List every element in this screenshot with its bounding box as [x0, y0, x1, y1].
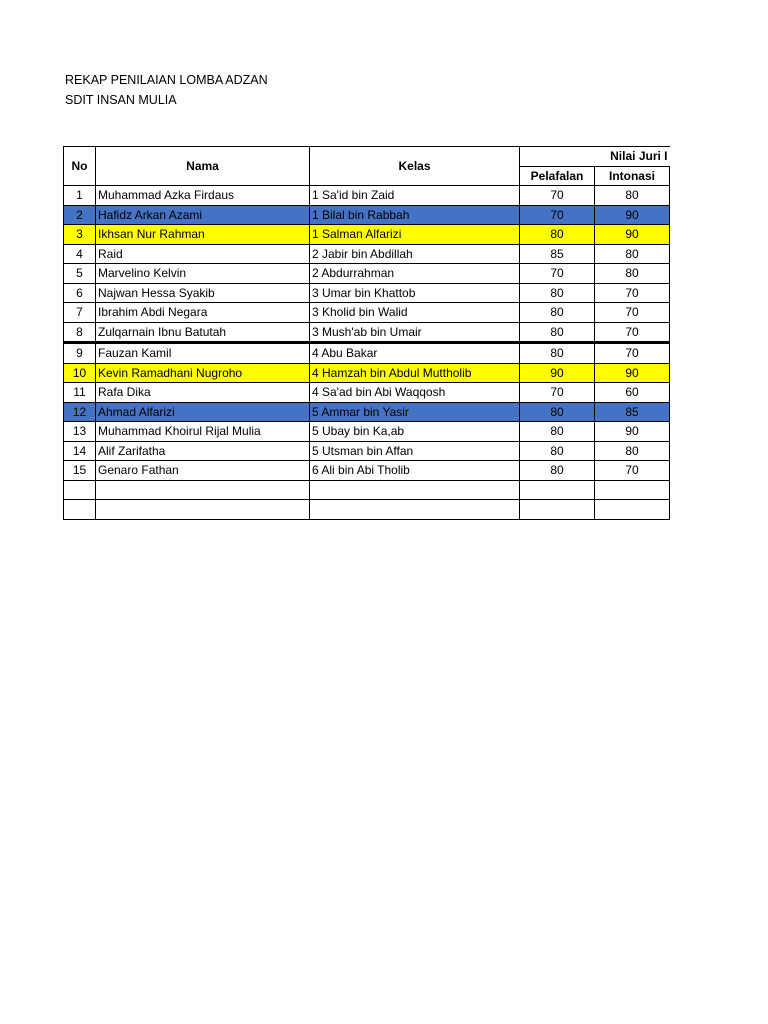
cell-intonasi: 70: [595, 343, 670, 364]
cell-kelas: 5 Ammar bin Yasir: [310, 402, 520, 422]
cell-no: 13: [64, 422, 96, 442]
cell-pelafalan: 90: [520, 363, 595, 383]
empty-row: [64, 500, 670, 520]
cell-no: 7: [64, 303, 96, 323]
cell-nama: Marvelino Kelvin: [96, 264, 310, 284]
table-row: [64, 283, 670, 303]
cell-kelas: 1 Salman Alfarizi: [310, 225, 520, 245]
header-intonasi: Intonasi: [595, 166, 670, 186]
cell-kelas: 2 Jabir bin Abdillah: [310, 244, 520, 264]
cell-no: 10: [64, 363, 96, 383]
table-body: [64, 186, 670, 520]
cell-intonasi: 70: [595, 303, 670, 323]
cell-nama: Ibrahim Abdi Negara: [96, 303, 310, 323]
cell-nama: Fauzan Kamil: [96, 343, 310, 364]
cell-kelas: 5 Ubay bin Ka,ab: [310, 422, 520, 442]
cell-intonasi: 80: [595, 264, 670, 284]
empty-cell: [310, 500, 520, 520]
cell-intonasi: 90: [595, 363, 670, 383]
cell-no: 4: [64, 244, 96, 264]
empty-cell: [64, 500, 96, 520]
cell-intonasi: 80: [595, 244, 670, 264]
table-row: [64, 322, 670, 343]
cell-nama: Hafidz Arkan Azami: [96, 205, 310, 225]
table-row: [64, 343, 670, 364]
table-row: [64, 303, 670, 323]
cell-pelafalan: 80: [520, 343, 595, 364]
cell-kelas: 3 Kholid bin Walid: [310, 303, 520, 323]
cell-kelas: 4 Abu Bakar: [310, 343, 520, 364]
header-kelas: Kelas: [310, 147, 520, 186]
cell-intonasi: 90: [595, 225, 670, 245]
cell-pelafalan: 80: [520, 422, 595, 442]
empty-cell: [96, 480, 310, 500]
cell-nama: Alif Zarifatha: [96, 441, 310, 461]
cell-nama: Kevin Ramadhani Nugroho: [96, 363, 310, 383]
cell-kelas: 1 Bilal bin Rabbah: [310, 205, 520, 225]
cell-no: 1: [64, 186, 96, 206]
cell-intonasi: 70: [595, 283, 670, 303]
cell-intonasi: 90: [595, 422, 670, 442]
cell-no: 14: [64, 441, 96, 461]
cell-kelas: 1 Sa'id bin Zaid: [310, 186, 520, 206]
cell-pelafalan: 80: [520, 225, 595, 245]
cell-intonasi: 80: [595, 441, 670, 461]
cell-no: 15: [64, 461, 96, 481]
cell-pelafalan: 70: [520, 383, 595, 403]
cell-nama: Najwan Hessa Syakib: [96, 283, 310, 303]
table-row: [64, 244, 670, 264]
cell-kelas: 2 Abdurrahman: [310, 264, 520, 284]
cell-nama: Ahmad Alfarizi: [96, 402, 310, 422]
cell-no: 5: [64, 264, 96, 284]
cell-kelas: 5 Utsman bin Affan: [310, 441, 520, 461]
table-row: [64, 461, 670, 481]
cell-pelafalan: 80: [520, 402, 595, 422]
cell-nama: Genaro Fathan: [96, 461, 310, 481]
table-row: [64, 422, 670, 442]
cell-intonasi: 85: [595, 402, 670, 422]
cell-intonasi: 60: [595, 383, 670, 403]
cell-no: 11: [64, 383, 96, 403]
empty-cell: [520, 480, 595, 500]
cell-nama: Zulqarnain Ibnu Batutah: [96, 322, 310, 343]
empty-cell: [64, 480, 96, 500]
header-nama: Nama: [96, 147, 310, 186]
table-row: [64, 402, 670, 422]
empty-cell: [595, 500, 670, 520]
cell-kelas: 4 Sa'ad bin Abi Waqqosh: [310, 383, 520, 403]
header-no: No: [64, 147, 96, 186]
score-table: [63, 146, 670, 520]
table-row: [64, 225, 670, 245]
cell-pelafalan: 70: [520, 186, 595, 206]
cell-no: 2: [64, 205, 96, 225]
cell-no: 8: [64, 322, 96, 343]
cell-intonasi: 80: [595, 186, 670, 206]
table-row: [64, 186, 670, 206]
cell-nama: Ikhsan Nur Rahman: [96, 225, 310, 245]
cell-no: 9: [64, 343, 96, 364]
cell-pelafalan: 80: [520, 461, 595, 481]
cell-no: 6: [64, 283, 96, 303]
cell-nama: Rafa Dika: [96, 383, 310, 403]
empty-cell: [96, 500, 310, 520]
empty-row: [64, 480, 670, 500]
cell-nama: Muhammad Azka Firdaus: [96, 186, 310, 206]
empty-cell: [310, 480, 520, 500]
table-row: [64, 264, 670, 284]
empty-cell: [595, 480, 670, 500]
cell-no: 12: [64, 402, 96, 422]
cell-kelas: 6 Ali bin Abi Tholib: [310, 461, 520, 481]
cell-no: 3: [64, 225, 96, 245]
document-title: REKAP PENILAIAN LOMBA ADZAN: [65, 73, 268, 87]
cell-kelas: 3 Umar bin Khattob: [310, 283, 520, 303]
table-header-row: [64, 147, 670, 167]
table-row: [64, 441, 670, 461]
cell-intonasi: 90: [595, 205, 670, 225]
document-header: [65, 70, 268, 110]
cell-pelafalan: 80: [520, 441, 595, 461]
cell-pelafalan: 85: [520, 244, 595, 264]
cell-pelafalan: 80: [520, 283, 595, 303]
cell-intonasi: 70: [595, 322, 670, 343]
header-pelafalan: Pelafalan: [520, 166, 595, 186]
cell-intonasi: 70: [595, 461, 670, 481]
empty-cell: [520, 500, 595, 520]
table-row: [64, 205, 670, 225]
cell-pelafalan: 80: [520, 303, 595, 323]
cell-pelafalan: 80: [520, 322, 595, 343]
cell-nama: Raid: [96, 244, 310, 264]
cell-pelafalan: 70: [520, 264, 595, 284]
table-row: [64, 363, 670, 383]
cell-nama: Muhammad Khoirul Rijal Mulia: [96, 422, 310, 442]
cell-pelafalan: 70: [520, 205, 595, 225]
table-row: [64, 383, 670, 403]
school-name: SDIT INSAN MULIA: [65, 93, 177, 107]
cell-kelas: 3 Mush'ab bin Umair: [310, 322, 520, 343]
cell-kelas: 4 Hamzah bin Abdul Muttholib: [310, 363, 520, 383]
header-nilai-juri: Nilai Juri I: [520, 147, 670, 167]
